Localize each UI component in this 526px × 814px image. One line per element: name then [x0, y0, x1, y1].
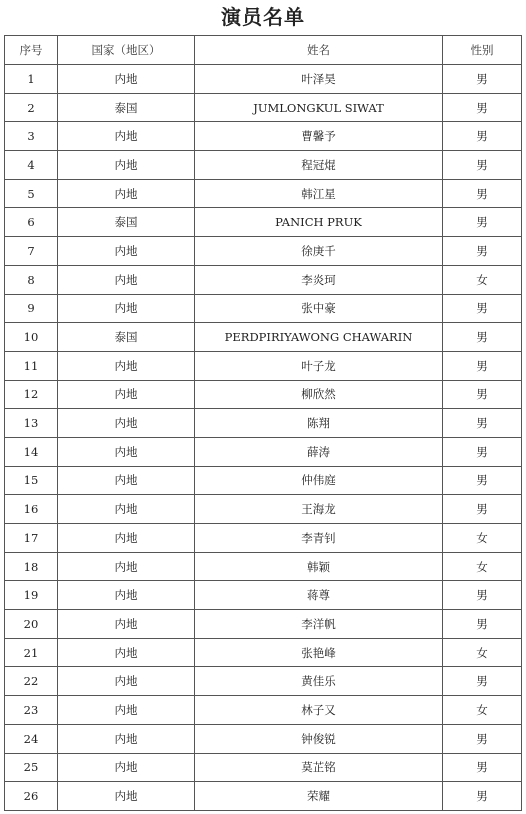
cell-gender: 男	[443, 667, 522, 696]
cell-number: 11	[5, 351, 58, 380]
cell-name: 李炎珂	[195, 265, 443, 294]
cell-region: 泰国	[58, 208, 195, 237]
cell-gender: 男	[443, 208, 522, 237]
cell-gender: 男	[443, 179, 522, 208]
cell-region: 内地	[58, 610, 195, 639]
table-row	[5, 696, 522, 725]
cell-name: 程冠焜	[195, 151, 443, 180]
cell-name: 薛涛	[195, 437, 443, 466]
cell-gender: 女	[443, 696, 522, 725]
cell-name: 李青钊	[195, 524, 443, 553]
cell-number: 18	[5, 552, 58, 581]
cell-number: 12	[5, 380, 58, 409]
cell-number: 17	[5, 524, 58, 553]
table-row	[5, 782, 522, 811]
cell-gender: 男	[443, 495, 522, 524]
table-row	[5, 638, 522, 667]
cell-name: 黄佳乐	[195, 667, 443, 696]
cell-number: 14	[5, 437, 58, 466]
column-header-region: 国家（地区）	[58, 36, 195, 65]
cell-number: 25	[5, 753, 58, 782]
cell-name: 钟俊锐	[195, 724, 443, 753]
table-row	[5, 409, 522, 438]
column-header-name: 姓名	[195, 36, 443, 65]
table-row	[5, 65, 522, 94]
table-row	[5, 294, 522, 323]
cell-region: 内地	[58, 753, 195, 782]
column-header-number: 序号	[5, 36, 58, 65]
cell-number: 21	[5, 638, 58, 667]
cell-gender: 男	[443, 65, 522, 94]
cell-region: 内地	[58, 495, 195, 524]
cell-region: 内地	[58, 581, 195, 610]
cell-gender: 女	[443, 524, 522, 553]
cell-number: 20	[5, 610, 58, 639]
cell-name: 王海龙	[195, 495, 443, 524]
table-row	[5, 351, 522, 380]
cell-number: 2	[5, 93, 58, 122]
cell-number: 6	[5, 208, 58, 237]
cell-number: 22	[5, 667, 58, 696]
cell-gender: 男	[443, 93, 522, 122]
cell-region: 内地	[58, 179, 195, 208]
cell-number: 7	[5, 237, 58, 266]
cell-name: 仲伟庭	[195, 466, 443, 495]
cell-gender: 男	[443, 237, 522, 266]
cell-number: 4	[5, 151, 58, 180]
table-row	[5, 151, 522, 180]
cell-region: 内地	[58, 294, 195, 323]
cell-gender: 男	[443, 610, 522, 639]
table-row	[5, 122, 522, 151]
cell-name: 李洋帆	[195, 610, 443, 639]
cell-region: 内地	[58, 409, 195, 438]
table-row	[5, 208, 522, 237]
cell-region: 内地	[58, 638, 195, 667]
cell-gender: 男	[443, 122, 522, 151]
cell-gender: 女	[443, 638, 522, 667]
cell-gender: 男	[443, 753, 522, 782]
cell-gender: 男	[443, 151, 522, 180]
cell-gender: 男	[443, 294, 522, 323]
cell-region: 内地	[58, 466, 195, 495]
cell-region: 内地	[58, 351, 195, 380]
table-row	[5, 753, 522, 782]
cell-gender: 女	[443, 552, 522, 581]
cell-region: 内地	[58, 380, 195, 409]
table-row	[5, 265, 522, 294]
cell-name: 林子又	[195, 696, 443, 725]
cell-region: 内地	[58, 552, 195, 581]
page-title: 演员名单	[221, 5, 305, 29]
cell-number: 10	[5, 323, 58, 352]
table-row	[5, 667, 522, 696]
table-row	[5, 581, 522, 610]
table-row	[5, 380, 522, 409]
cell-region: 泰国	[58, 323, 195, 352]
cell-name: 陈翔	[195, 409, 443, 438]
cell-name: 徐庚千	[195, 237, 443, 266]
cell-number: 19	[5, 581, 58, 610]
cell-region: 内地	[58, 65, 195, 94]
cell-region: 内地	[58, 122, 195, 151]
table-row	[5, 466, 522, 495]
table-row	[5, 179, 522, 208]
cell-region: 内地	[58, 724, 195, 753]
cell-name: 莫芷铭	[195, 753, 443, 782]
cell-gender: 男	[443, 581, 522, 610]
cell-number: 24	[5, 724, 58, 753]
cell-number: 1	[5, 65, 58, 94]
cell-number: 9	[5, 294, 58, 323]
table-row	[5, 323, 522, 352]
cell-gender: 男	[443, 724, 522, 753]
cell-gender: 男	[443, 782, 522, 811]
column-header-gender: 性别	[443, 36, 522, 65]
cell-name: 叶子龙	[195, 351, 443, 380]
table-row	[5, 93, 522, 122]
cell-region: 泰国	[58, 93, 195, 122]
cell-name: 蒋尊	[195, 581, 443, 610]
table-row	[5, 495, 522, 524]
cell-number: 3	[5, 122, 58, 151]
table-header	[5, 36, 522, 65]
cell-number: 26	[5, 782, 58, 811]
cell-gender: 男	[443, 380, 522, 409]
cell-name: 柳欣然	[195, 380, 443, 409]
cell-name: 张中豪	[195, 294, 443, 323]
cast-table	[4, 35, 522, 811]
cell-region: 内地	[58, 524, 195, 553]
cell-number: 8	[5, 265, 58, 294]
cell-gender: 男	[443, 437, 522, 466]
cell-gender: 男	[443, 323, 522, 352]
cell-name: PERDPIRIYAWONG CHAWARIN	[195, 323, 443, 352]
header-row	[5, 36, 522, 65]
cell-name: 曹馨予	[195, 122, 443, 151]
cell-name: JUMLONGKUL SIWAT	[195, 93, 443, 122]
cell-name: 韩颖	[195, 552, 443, 581]
cell-region: 内地	[58, 696, 195, 725]
cell-number: 5	[5, 179, 58, 208]
cell-name: 叶泽昊	[195, 65, 443, 94]
table-row	[5, 237, 522, 266]
cell-gender: 男	[443, 351, 522, 380]
cell-region: 内地	[58, 437, 195, 466]
cell-name: PANICH PRUK	[195, 208, 443, 237]
cell-number: 13	[5, 409, 58, 438]
cell-number: 23	[5, 696, 58, 725]
table-body	[5, 65, 522, 811]
cell-region: 内地	[58, 265, 195, 294]
table-row	[5, 437, 522, 466]
cell-gender: 女	[443, 265, 522, 294]
table-row	[5, 724, 522, 753]
cell-region: 内地	[58, 782, 195, 811]
table-row	[5, 524, 522, 553]
cell-number: 15	[5, 466, 58, 495]
cell-number: 16	[5, 495, 58, 524]
cell-region: 内地	[58, 151, 195, 180]
cell-name: 张艳峰	[195, 638, 443, 667]
cell-gender: 男	[443, 466, 522, 495]
cell-name: 荣耀	[195, 782, 443, 811]
cell-name: 韩江星	[195, 179, 443, 208]
table-row	[5, 552, 522, 581]
cell-region: 内地	[58, 237, 195, 266]
cell-gender: 男	[443, 409, 522, 438]
table-row	[5, 610, 522, 639]
cell-region: 内地	[58, 667, 195, 696]
